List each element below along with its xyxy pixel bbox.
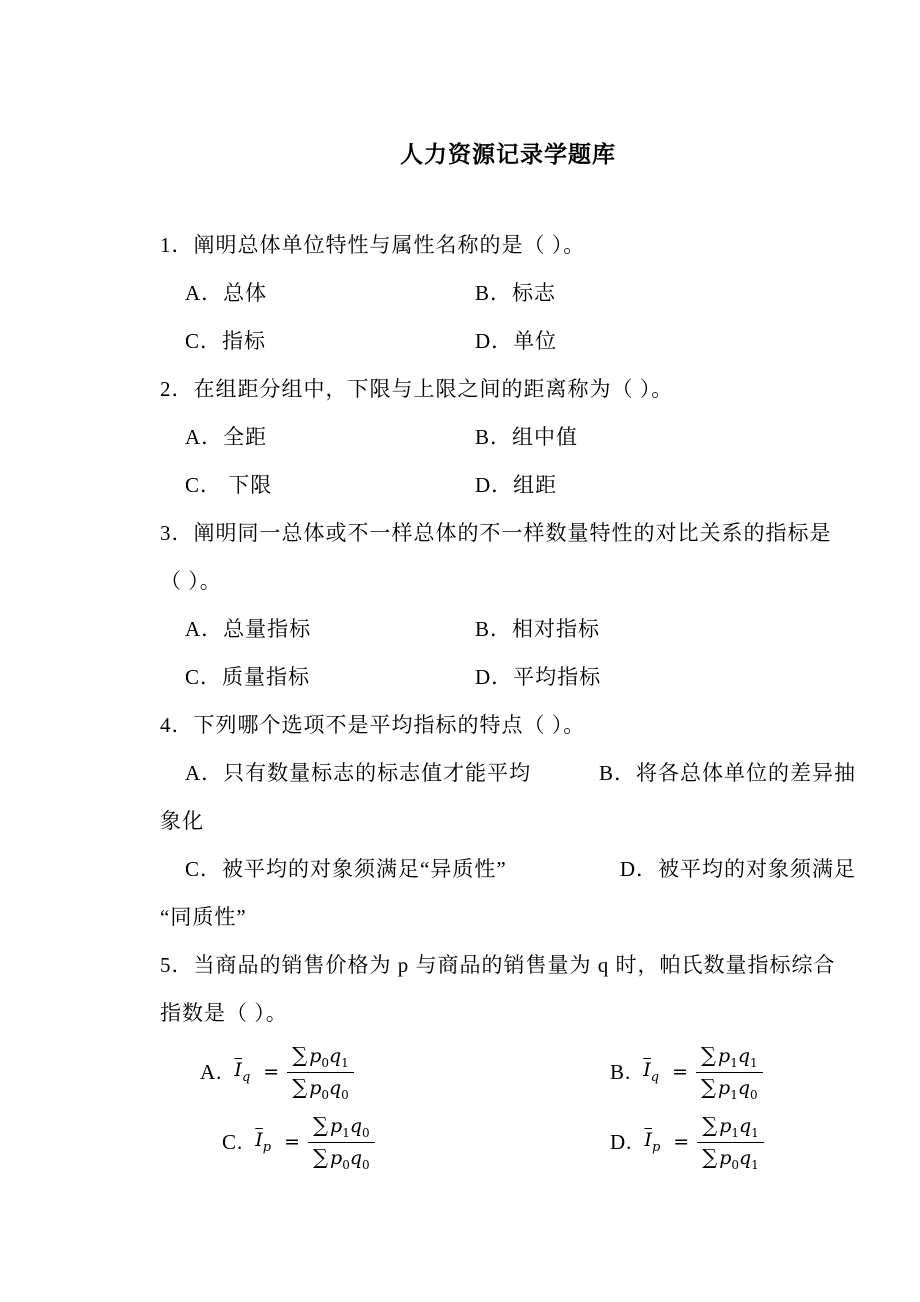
question-3-stem-line-1: 3．阐明同一总体或不一样总体的不一样数量特性的对比关系的指标是	[160, 521, 832, 545]
question-3-option-c: C．质量指标	[185, 665, 311, 689]
question-1-options-row-1	[160, 269, 856, 317]
question-4-options-row-1	[160, 749, 856, 797]
formula-b-label: B.	[610, 1059, 632, 1084]
page-title: 人力资源记录学题库	[400, 142, 616, 167]
question-4-option-d-part-1: D．被平均的对象须满足	[619, 857, 856, 881]
question-4-option-b-part-2: 象化	[160, 809, 204, 833]
equals-sign: =	[672, 1061, 689, 1083]
question-5-stem-line-1: 5．当商品的销售价格为 p 与商品的销售量为 q 时，帕氏数量指标综合	[160, 953, 836, 977]
question-4-option-d-part-2: “同质性”	[160, 905, 247, 929]
question-3-option-d: D．平均指标	[475, 665, 602, 689]
formula-option-c	[222, 1112, 610, 1173]
question-2-stem: 2．在组距分组中，下限与上限之间的距离称为（ ）。	[160, 377, 674, 401]
question-1-option-c: C．指标	[185, 329, 267, 353]
question-2-option-b: B．组中值	[475, 425, 579, 449]
question-1-options-row-2	[160, 317, 856, 365]
formula-c-label: C.	[222, 1129, 244, 1154]
question-1-option-a: A．总体	[185, 281, 268, 305]
fraction-denominator: ∑ $p_0q_1$	[702, 1144, 759, 1172]
formula-d-fraction	[697, 1112, 764, 1173]
question-3-stem-line-2: （ ）。	[160, 569, 222, 593]
formula-a-fraction	[287, 1042, 354, 1103]
fraction-numerator: ∑ $p_1q_0$	[308, 1112, 375, 1143]
question-3-option-a: A．总量指标	[185, 617, 312, 641]
question-4-option-b-part-1: B．将各总体单位的差异抽	[598, 761, 856, 785]
question-1-option-b: B．标志	[475, 281, 557, 305]
question-3-option-b: B．相对指标	[475, 617, 601, 641]
question-2-options-row-1	[160, 413, 856, 461]
formula-option-d	[610, 1112, 764, 1173]
question-4-option-c: C．被平均的对象须满足“异质性”	[185, 857, 507, 881]
fraction-numerator: ∑ $p_1q_1$	[696, 1042, 763, 1073]
question-2-option-a: A．全距	[185, 425, 268, 449]
formula-c-index-symbol: $\overline{I}_p$	[255, 1129, 272, 1155]
question-4-option-a: A．只有数量标志的标志值才能平均	[185, 761, 532, 785]
fraction-denominator: ∑ $p_0q_0$	[313, 1144, 370, 1172]
formula-option-a	[200, 1042, 610, 1103]
formula-d-index-symbol: $\overline{I}_p$	[644, 1129, 661, 1155]
question-3-options-row-2	[160, 653, 856, 701]
question-4-stem: 4．下列哪个选项不是平均指标的特点（ ）。	[160, 713, 586, 737]
question-2-option-d: D．组距	[475, 473, 558, 497]
equals-sign: =	[673, 1131, 690, 1153]
formula-option-b	[610, 1042, 763, 1103]
question-5-formula-row-1	[160, 1037, 856, 1107]
formula-c-fraction	[308, 1112, 375, 1173]
fraction-denominator: ∑ $p_1q_0$	[701, 1074, 758, 1102]
fraction-numerator: ∑ $p_1q_1$	[697, 1112, 764, 1143]
question-3-options-row-1	[160, 605, 856, 653]
formula-a-index-symbol: $\overline{I}_q$	[234, 1059, 251, 1085]
question-2-option-c: C． 下限	[185, 473, 273, 497]
equals-sign: =	[263, 1061, 280, 1083]
question-5-stem-line-2: 指数是（ ）。	[160, 1001, 288, 1025]
fraction-numerator: ∑ $p_0q_1$	[287, 1042, 354, 1073]
formula-d-label: D.	[610, 1129, 633, 1154]
equals-sign: =	[284, 1131, 301, 1153]
question-1-stem: 1．阐明总体单位特性与属性名称的是（ ）。	[160, 233, 586, 257]
fraction-denominator: ∑ $p_0q_0$	[292, 1074, 349, 1102]
formula-b-index-symbol: $\overline{I}_q$	[643, 1059, 660, 1085]
formula-a-label: A.	[200, 1059, 223, 1084]
question-1-option-d: D．单位	[475, 329, 558, 353]
formula-b-fraction	[696, 1042, 763, 1103]
question-5-formula-row-2	[160, 1107, 856, 1177]
question-2-options-row-2	[160, 461, 856, 509]
question-4-options-row-2	[160, 845, 856, 893]
